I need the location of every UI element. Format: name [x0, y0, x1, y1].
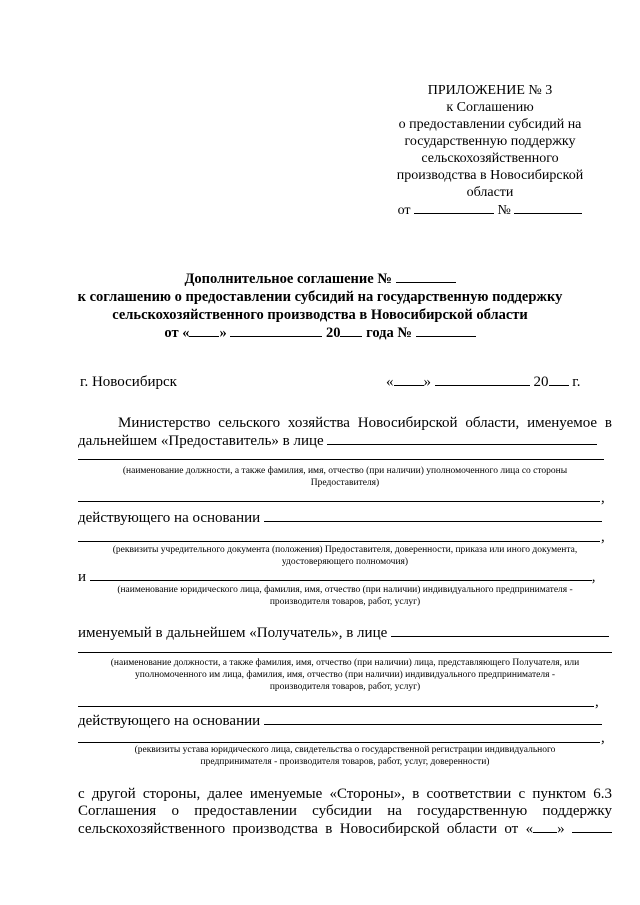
recipient-name-blank[interactable]: [90, 568, 592, 581]
acting-basis-label: действующего на основании: [78, 713, 261, 729]
title-number-label: года №: [366, 325, 412, 341]
place-date: [386, 373, 580, 391]
note-recipient-person: (наименование должности, а также фамилия, имя, отчество (при наличии) лица, представляющего Получателя, или уполномоченного им лица, фамилия, имя, отчество (при наличии) индивидуального предпринимателя - производителя товаров, работ, услуг): [110, 658, 580, 692]
title-month-blank[interactable]: [230, 324, 322, 337]
title-line: к соглашению о предоставлении субсидий на государственную поддержку: [77, 289, 563, 305]
appendix-number: ПРИЛОЖЕНИЕ № 3: [427, 83, 553, 98]
acting-basis-label: действующего на основании: [78, 510, 261, 526]
appendix-line: государственную поддержку: [404, 134, 576, 149]
provider-person-blank[interactable]: [327, 432, 597, 445]
place-day-blank[interactable]: [394, 373, 424, 386]
note-recipient-document: (реквизиты устава юридического лица, свидетельства о государственной регистрации индивидуального предпринимателя - производителя товаров, работ, услуг, доверенности): [134, 745, 556, 767]
title-date-line: [60, 324, 580, 342]
acting-basis-blank[interactable]: [264, 712, 602, 725]
note-provider-person: (наименование должности, а также фамилия, имя, отчество (при наличии) уполномоченного лица со стороны Предоставителя): [122, 466, 568, 488]
intro-line-2: [78, 432, 597, 450]
place-g-label: г.: [572, 374, 581, 390]
title-number-blank[interactable]: [396, 270, 456, 283]
final-line-1: с другой стороны, далее именуемые «Стороны», в соответствии с пунктом 6.3: [78, 786, 612, 802]
and-line: и ,: [78, 569, 596, 585]
acting-basis-blank[interactable]: [264, 509, 602, 522]
final-day-blank[interactable]: [533, 820, 557, 833]
final-line-2: Соглашения о предоставлении субсидии на государственную поддержку: [78, 803, 612, 819]
intro-line-1: Министерство сельского хозяйства Новосибирской области, именуемое в: [118, 415, 612, 431]
place-quote-close: »: [423, 374, 431, 390]
provider-in-person-label: дальнейшем «Предоставитель» в лице: [78, 433, 324, 449]
comma: ,: [601, 490, 605, 506]
city-label: г. Новосибирск: [80, 374, 177, 390]
title-agreement-label: Дополнительное соглашение №: [184, 271, 392, 287]
appendix-block: [380, 82, 600, 219]
recipient-label: именуемый в дальнейшем «Получатель», в лице: [78, 625, 388, 641]
title-no-blank[interactable]: [416, 324, 476, 337]
appendix-line: производства в Новосибирской: [396, 168, 584, 183]
recipient-person-line[interactable]: [78, 652, 612, 653]
recipient-person-blank[interactable]: [391, 624, 609, 637]
title-line: [60, 270, 580, 288]
appendix-number-blank[interactable]: [514, 201, 582, 214]
comma: ,: [595, 694, 599, 710]
appendix-line: к Соглашению: [446, 100, 534, 115]
appendix-date-blank[interactable]: [414, 201, 494, 214]
provider-document-line[interactable]: [78, 541, 600, 542]
title-year-blank[interactable]: [340, 324, 362, 337]
appendix-line: сельскохозяйственного: [421, 151, 559, 166]
recipient-extra-line[interactable]: [78, 706, 594, 707]
recipient-document-line[interactable]: [78, 742, 600, 743]
comma: ,: [601, 529, 605, 545]
comma: ,: [601, 730, 605, 746]
place-year-blank[interactable]: [549, 373, 569, 386]
title-year-label: 20: [325, 325, 341, 341]
place-month-blank[interactable]: [435, 373, 530, 386]
appendix-no-label: №: [497, 203, 511, 218]
title-quote: »: [219, 325, 227, 341]
final-month-blank[interactable]: [572, 820, 612, 833]
acting-basis-2: [78, 712, 602, 730]
appendix-line: области: [466, 185, 514, 200]
recipient-line: [78, 624, 609, 642]
appendix-date-line: [380, 201, 600, 219]
title-from-label: от «: [164, 325, 190, 341]
place-quote-open: «: [386, 374, 394, 390]
title-day-blank[interactable]: [189, 324, 219, 337]
title-line: сельскохозяйственного производства в Новосибирской области: [112, 307, 528, 323]
note-recipient-name: (наименование юридического лица, фамилия, имя, отчество (при наличии) индивидуального предпринимателя - производителя товаров, работ, услуг): [117, 585, 573, 607]
note-provider-document: (реквизиты учредительного документа (положения) Предоставителя, доверенности, приказа или иного документа, удостоверяющего полномочия): [112, 545, 578, 567]
and-label: и: [78, 569, 87, 585]
final-line-3: сельскохозяйственного производства в Новосибирской области от « »: [78, 820, 612, 838]
document-title: [60, 270, 580, 342]
provider-person-line[interactable]: [78, 459, 604, 460]
appendix-from-label: от: [397, 203, 411, 218]
final-paragraph: [78, 786, 612, 838]
acting-basis-1: [78, 509, 602, 527]
appendix-line: о предоставлении субсидий на: [398, 117, 582, 132]
provider-extra-line[interactable]: [78, 501, 600, 502]
place-year-label: 20: [533, 374, 549, 390]
